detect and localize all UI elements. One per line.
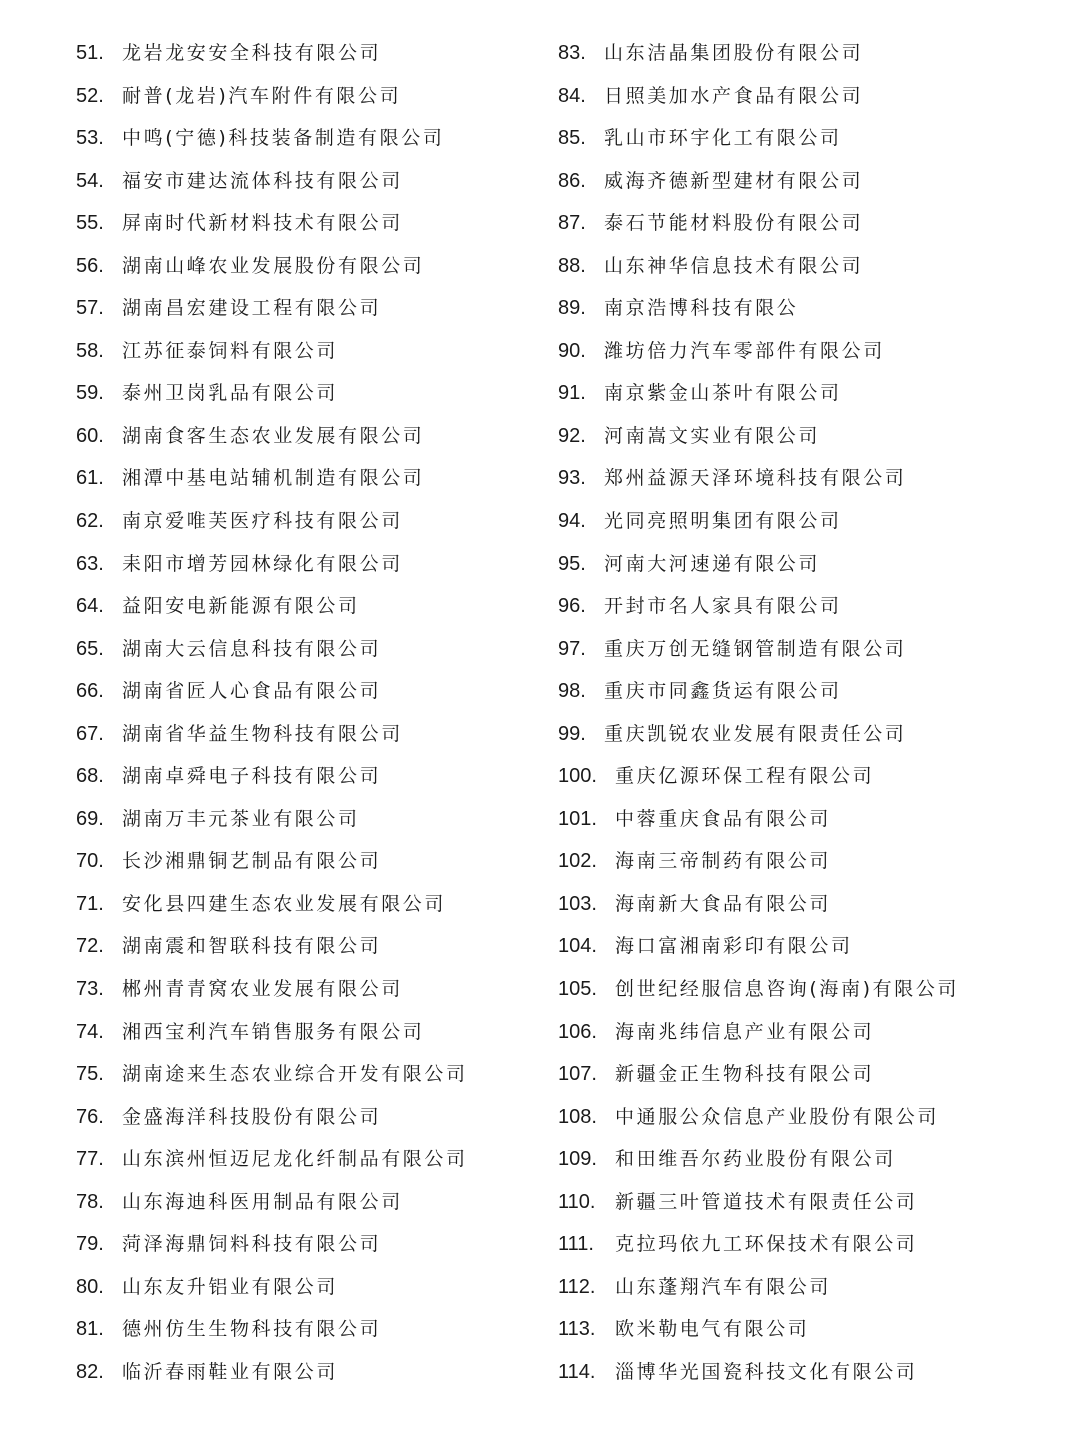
company-name: 江苏征泰饲料有限公司 xyxy=(122,339,339,362)
company-name: 淄博华光国瓷科技文化有限公司 xyxy=(615,1360,918,1383)
list-item xyxy=(76,32,546,75)
company-name: 海南三帝制药有限公司 xyxy=(615,850,832,873)
list-item xyxy=(76,1096,546,1139)
item-number: 65. xyxy=(76,637,104,660)
list-item xyxy=(76,883,546,926)
item-number: 58. xyxy=(76,339,104,362)
company-name: 湘潭中基电站辅机制造有限公司 xyxy=(122,467,425,490)
company-name: 日照美加水产食品有限公司 xyxy=(604,84,864,107)
item-number: 90. xyxy=(558,339,586,362)
list-item xyxy=(558,670,1058,713)
company-name: 欧米勒电气有限公司 xyxy=(615,1318,810,1341)
list-item xyxy=(76,755,546,798)
company-name: 湖南途来生态农业综合开发有限公司 xyxy=(122,1063,468,1086)
list-item xyxy=(76,457,546,500)
company-name: 湖南震和智联科技有限公司 xyxy=(122,935,382,958)
company-name: 山东神华信息技术有限公司 xyxy=(604,254,864,277)
company-name: 耒阳市增芳园林绿化有限公司 xyxy=(122,552,403,575)
list-item xyxy=(558,1053,1058,1096)
company-name: 海口富湘南彩印有限公司 xyxy=(615,935,853,958)
company-name: 山东蓬翔汽车有限公司 xyxy=(615,1275,832,1298)
list-item xyxy=(558,287,1058,330)
item-number: 109. xyxy=(558,1148,597,1171)
list-item xyxy=(76,1011,546,1054)
item-number: 105. xyxy=(558,978,597,1001)
company-name: 菏泽海鼎饲料科技有限公司 xyxy=(122,1233,382,1256)
item-number: 98. xyxy=(558,680,586,703)
item-number: 64. xyxy=(76,595,104,618)
company-name: 德州仿生生物科技有限公司 xyxy=(122,1318,382,1341)
list-item xyxy=(558,245,1058,288)
company-name: 中鸣(宁德)科技装备制造有限公司 xyxy=(122,127,445,150)
company-name: 湘西宝利汽车销售服务有限公司 xyxy=(122,1020,425,1043)
company-name: 创世纪经服信息咨询(海南)有限公司 xyxy=(615,978,960,1001)
list-item xyxy=(558,330,1058,373)
item-number: 110. xyxy=(558,1190,596,1213)
item-number: 54. xyxy=(76,169,104,192)
item-number: 72. xyxy=(76,935,104,958)
item-number: 75. xyxy=(76,1063,104,1086)
company-name: 南京紫金山茶叶有限公司 xyxy=(604,382,842,405)
item-number: 108. xyxy=(558,1105,597,1128)
item-number: 74. xyxy=(76,1020,104,1043)
company-name: 中通服公众信息产业股份有限公司 xyxy=(615,1105,940,1128)
company-name: 泰石节能材料股份有限公司 xyxy=(604,212,864,235)
list-item xyxy=(76,1138,546,1181)
item-number: 67. xyxy=(76,722,104,745)
company-name: 安化县四建生态农业发展有限公司 xyxy=(122,892,447,915)
item-number: 55. xyxy=(76,212,104,235)
list-item xyxy=(558,1138,1058,1181)
company-name: 开封市名人家具有限公司 xyxy=(604,595,842,618)
item-number: 61. xyxy=(76,467,104,490)
item-number: 79. xyxy=(76,1233,104,1256)
item-number: 70. xyxy=(76,850,104,873)
list-item xyxy=(76,1308,546,1351)
item-number: 102. xyxy=(558,850,597,873)
list-item xyxy=(558,202,1058,245)
list-item xyxy=(76,117,546,160)
item-number: 99. xyxy=(558,722,586,745)
list-item xyxy=(558,1181,1058,1224)
company-name: 潍坊倍力汽车零部件有限公司 xyxy=(604,339,885,362)
item-number: 63. xyxy=(76,552,104,575)
list-item xyxy=(76,840,546,883)
company-name: 光同亮照明集团有限公司 xyxy=(604,510,842,533)
item-number: 69. xyxy=(76,807,104,830)
list-item xyxy=(558,457,1058,500)
company-name: 新疆金正生物科技有限公司 xyxy=(615,1063,875,1086)
company-name: 湖南昌宏建设工程有限公司 xyxy=(122,297,382,320)
item-number: 81. xyxy=(76,1318,104,1341)
list-item xyxy=(76,287,546,330)
list-item xyxy=(558,925,1058,968)
list-item xyxy=(558,500,1058,543)
list-item xyxy=(558,117,1058,160)
item-number: 101. xyxy=(558,807,597,830)
company-name: 乳山市环宇化工有限公司 xyxy=(604,127,842,150)
list-item xyxy=(558,883,1058,926)
company-name: 克拉玛依九工环保技术有限公司 xyxy=(615,1233,918,1256)
list-item xyxy=(76,75,546,118)
list-item xyxy=(558,32,1058,75)
list-item xyxy=(76,1223,546,1266)
company-name: 海南新大食品有限公司 xyxy=(615,892,832,915)
company-name: 山东滨州恒迈尼龙化纤制品有限公司 xyxy=(122,1148,468,1171)
list-item xyxy=(558,1266,1058,1309)
company-name: 威海齐德新型建材有限公司 xyxy=(604,169,864,192)
item-number: 107. xyxy=(558,1063,597,1086)
item-number: 83. xyxy=(558,42,586,64)
item-number: 73. xyxy=(76,978,104,1001)
company-name: 河南嵩文实业有限公司 xyxy=(604,424,821,447)
company-name: 湖南卓舜电子科技有限公司 xyxy=(122,765,382,788)
item-number: 112. xyxy=(558,1275,596,1298)
company-name: 临沂春雨鞋业有限公司 xyxy=(122,1360,339,1383)
company-name: 龙岩龙安安全科技有限公司 xyxy=(122,42,382,64)
list-item xyxy=(76,1266,546,1309)
item-number: 86. xyxy=(558,169,586,192)
list-item xyxy=(558,75,1058,118)
company-name: 河南大河速递有限公司 xyxy=(604,552,821,575)
company-name: 新疆三叶管道技术有限责任公司 xyxy=(615,1190,918,1213)
list-item xyxy=(76,245,546,288)
company-name: 湖南万丰元茶业有限公司 xyxy=(122,807,360,830)
list-item xyxy=(558,755,1058,798)
company-name: 重庆万创无缝钢管制造有限公司 xyxy=(604,637,907,660)
item-number: 113. xyxy=(558,1318,596,1341)
item-number: 60. xyxy=(76,424,104,447)
list-item xyxy=(558,415,1058,458)
list-item xyxy=(76,415,546,458)
company-name: 重庆亿源环保工程有限公司 xyxy=(615,765,875,788)
item-number: 52. xyxy=(76,84,104,107)
company-name: 重庆市同鑫货运有限公司 xyxy=(604,680,842,703)
company-name: 屏南时代新材料技术有限公司 xyxy=(122,212,403,235)
company-name: 耐普(龙岩)汽车附件有限公司 xyxy=(122,84,402,107)
list-item xyxy=(76,1053,546,1096)
company-name: 山东友升铝业有限公司 xyxy=(122,1275,339,1298)
list-item xyxy=(558,160,1058,203)
company-name: 南京爱唯芙医疗科技有限公司 xyxy=(122,510,403,533)
company-name: 湖南省华益生物科技有限公司 xyxy=(122,722,403,745)
company-name: 长沙湘鼎铜艺制品有限公司 xyxy=(122,850,382,873)
item-number: 114. xyxy=(558,1360,596,1383)
item-number: 88. xyxy=(558,254,586,277)
list-item xyxy=(76,1181,546,1224)
list-item xyxy=(76,202,546,245)
item-number: 51. xyxy=(76,42,104,64)
list-item xyxy=(558,585,1058,628)
list-item xyxy=(558,798,1058,841)
list-item xyxy=(558,968,1058,1011)
company-name: 中蓉重庆食品有限公司 xyxy=(615,807,832,830)
item-number: 91. xyxy=(558,382,586,405)
item-number: 82. xyxy=(76,1360,104,1383)
item-number: 68. xyxy=(76,765,104,788)
company-name: 湖南食客生态农业发展有限公司 xyxy=(122,424,425,447)
list-item xyxy=(76,670,546,713)
list-item xyxy=(76,628,546,671)
item-number: 78. xyxy=(76,1190,104,1213)
list-item xyxy=(76,372,546,415)
list-item xyxy=(558,628,1058,671)
item-number: 57. xyxy=(76,297,104,320)
company-name: 泰州卫岗乳品有限公司 xyxy=(122,382,339,405)
item-number: 59. xyxy=(76,382,104,405)
item-number: 84. xyxy=(558,84,586,107)
item-number: 104. xyxy=(558,935,597,958)
item-number: 77. xyxy=(76,1148,104,1171)
list-item xyxy=(76,925,546,968)
item-number: 100. xyxy=(558,765,597,788)
item-number: 53. xyxy=(76,127,104,150)
company-name: 重庆凯锐农业发展有限责任公司 xyxy=(604,722,907,745)
list-item xyxy=(76,968,546,1011)
item-number: 96. xyxy=(558,595,586,618)
company-name: 金盛海洋科技股份有限公司 xyxy=(122,1105,382,1128)
item-number: 111. xyxy=(558,1233,594,1256)
list-item xyxy=(76,798,546,841)
list-item xyxy=(558,543,1058,586)
list-item xyxy=(558,713,1058,756)
company-name: 郑州益源天泽环境科技有限公司 xyxy=(604,467,907,490)
item-number: 94. xyxy=(558,510,586,533)
item-number: 71. xyxy=(76,892,104,915)
item-number: 80. xyxy=(76,1275,104,1298)
company-name: 湖南省匠人心食品有限公司 xyxy=(122,680,382,703)
item-number: 87. xyxy=(558,212,586,235)
company-name: 和田维吾尔药业股份有限公司 xyxy=(615,1148,896,1171)
list-item xyxy=(76,330,546,373)
list-item xyxy=(558,1308,1058,1351)
company-list-left xyxy=(76,32,546,1394)
list-item xyxy=(558,1351,1058,1394)
item-number: 103. xyxy=(558,892,597,915)
company-name: 南京浩博科技有限公 xyxy=(604,297,799,320)
list-item xyxy=(558,372,1058,415)
list-item xyxy=(76,500,546,543)
company-name: 益阳安电新能源有限公司 xyxy=(122,595,360,618)
list-item xyxy=(76,585,546,628)
company-name: 海南兆纬信息产业有限公司 xyxy=(615,1020,875,1043)
item-number: 62. xyxy=(76,510,104,533)
company-name: 湖南大云信息科技有限公司 xyxy=(122,637,382,660)
list-item xyxy=(76,160,546,203)
item-number: 76. xyxy=(76,1105,104,1128)
company-name: 福安市建达流体科技有限公司 xyxy=(122,169,403,192)
company-list-right xyxy=(558,32,1058,1394)
list-item xyxy=(558,840,1058,883)
item-number: 89. xyxy=(558,297,586,320)
list-item xyxy=(558,1096,1058,1139)
item-number: 106. xyxy=(558,1020,597,1043)
company-name: 郴州青青窝农业发展有限公司 xyxy=(122,978,403,1001)
item-number: 92. xyxy=(558,424,586,447)
list-item xyxy=(76,543,546,586)
company-name: 湖南山峰农业发展股份有限公司 xyxy=(122,254,425,277)
list-item xyxy=(558,1011,1058,1054)
item-number: 97. xyxy=(558,637,586,660)
item-number: 93. xyxy=(558,467,586,490)
list-item xyxy=(76,713,546,756)
item-number: 95. xyxy=(558,552,586,575)
list-item xyxy=(558,1223,1058,1266)
company-name: 山东海迪科医用制品有限公司 xyxy=(122,1190,403,1213)
item-number: 66. xyxy=(76,680,104,703)
item-number: 85. xyxy=(558,127,586,150)
list-item xyxy=(76,1351,546,1394)
item-number: 56. xyxy=(76,254,104,277)
company-name: 山东洁晶集团股份有限公司 xyxy=(604,42,864,64)
